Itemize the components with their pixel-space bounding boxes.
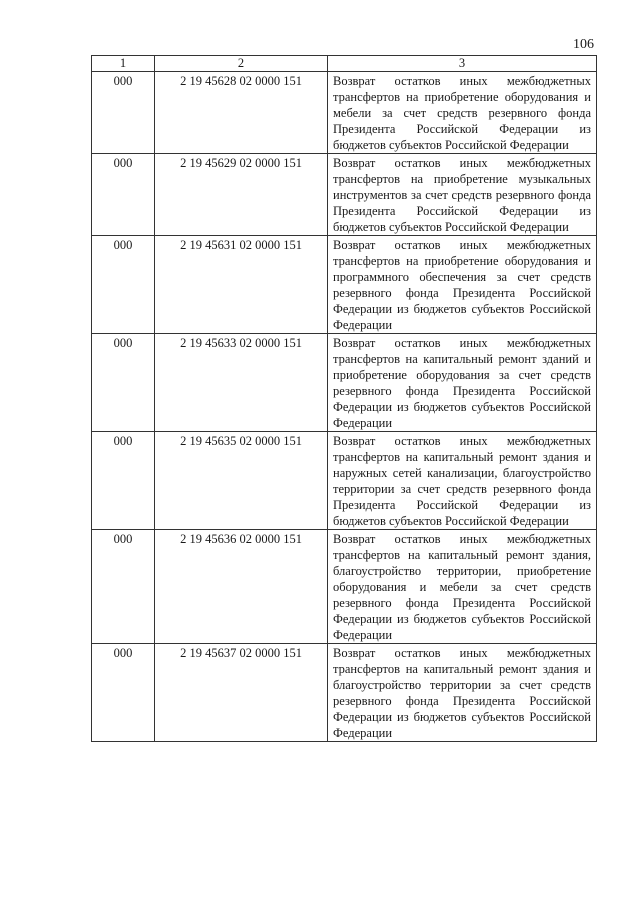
budget-codes-table: [91, 55, 597, 742]
admin-code-cell: 000: [92, 72, 155, 154]
admin-code-cell: 000: [92, 154, 155, 236]
description-cell: Возврат остатков иных межбюджетных трансфертов на капитальный ремонт здания и благоустройство территории за счет средств резервного фонда Президента Российской Федерации из бюджетов субъектов Российской Федерации: [328, 644, 597, 742]
table-row: [92, 236, 597, 334]
description-cell: Возврат остатков иных межбюджетных трансфертов на капитальный ремонт здания, благоустройство территории, приобретение оборудования и мебели за счет средств резервного фонда Президента Российской Федерации из бюджетов субъектов Российской Федерации: [328, 530, 597, 644]
admin-code-cell: 000: [92, 530, 155, 644]
table-header-row: [92, 56, 597, 72]
admin-code-cell: 000: [92, 644, 155, 742]
budget-code-cell: 2 19 45636 02 0000 151: [155, 530, 328, 644]
budget-code-cell: 2 19 45635 02 0000 151: [155, 432, 328, 530]
column-header-2: 2: [155, 56, 328, 72]
table-row: [92, 334, 597, 432]
admin-code-cell: 000: [92, 236, 155, 334]
description-cell: Возврат остатков иных межбюджетных трансфертов на приобретение оборудования и программного обеспечения за счет средств резервного фонда Президента Российской Федерации из бюджетов субъектов Российской Федерации: [328, 236, 597, 334]
budget-code-cell: 2 19 45628 02 0000 151: [155, 72, 328, 154]
description-cell: Возврат остатков иных межбюджетных трансфертов на капитальный ремонт здания и наружных сетей канализации, благоустройство территории за счет средств резервного фонда Президента Российской Федерации из бюджетов субъектов Российской Федерации: [328, 432, 597, 530]
table-row: [92, 154, 597, 236]
table-row: [92, 72, 597, 154]
admin-code-cell: 000: [92, 334, 155, 432]
budget-code-cell: 2 19 45637 02 0000 151: [155, 644, 328, 742]
budget-code-cell: 2 19 45633 02 0000 151: [155, 334, 328, 432]
column-header-3: 3: [328, 56, 597, 72]
admin-code-cell: 000: [92, 432, 155, 530]
table-row: [92, 432, 597, 530]
description-cell: Возврат остатков иных межбюджетных трансфертов на капитальный ремонт зданий и приобретение оборудования за счет средств резервного фонда Президента Российской Федерации из бюджетов субъектов Российской Федерации: [328, 334, 597, 432]
budget-code-cell: 2 19 45631 02 0000 151: [155, 236, 328, 334]
table-row: [92, 530, 597, 644]
page-number: 106: [573, 37, 594, 52]
table-row: [92, 644, 597, 742]
column-header-1: 1: [92, 56, 155, 72]
budget-code-cell: 2 19 45629 02 0000 151: [155, 154, 328, 236]
description-cell: Возврат остатков иных межбюджетных трансфертов на приобретение оборудования и мебели за счет средств резервного фонда Президента Российской Федерации из бюджетов субъектов Российской Федерации: [328, 72, 597, 154]
description-cell: Возврат остатков иных межбюджетных трансфертов на приобретение музыкальных инструментов за счет средств резервного фонда Президента Российской Федерации из бюджетов субъектов Российской Федерации: [328, 154, 597, 236]
